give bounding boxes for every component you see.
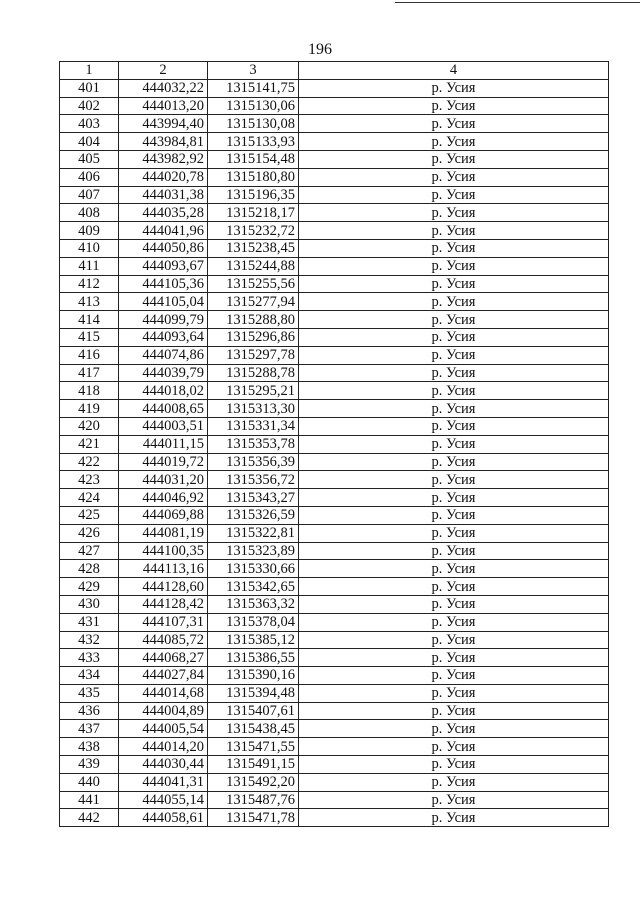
point-number-cell: 413 <box>60 293 119 311</box>
object-name-cell: р. Усия <box>299 150 609 168</box>
object-name-cell: р. Усия <box>299 738 609 756</box>
top-edge-line <box>395 2 640 3</box>
y-coordinate-cell: 1315238,45 <box>208 239 299 257</box>
x-coordinate-cell: 444013,20 <box>119 97 208 115</box>
y-coordinate-cell: 1315390,16 <box>208 667 299 685</box>
point-number-cell: 440 <box>60 773 119 791</box>
x-coordinate-cell: 444093,67 <box>119 257 208 275</box>
object-name-cell: р. Усия <box>299 791 609 809</box>
y-coordinate-cell: 1315296,86 <box>208 328 299 346</box>
x-coordinate-cell: 444105,36 <box>119 275 208 293</box>
table-row <box>60 684 609 702</box>
point-number-cell: 438 <box>60 738 119 756</box>
object-name-cell: р. Усия <box>299 667 609 685</box>
table-row <box>60 524 609 542</box>
x-coordinate-cell: 444031,20 <box>119 471 208 489</box>
table-row <box>60 649 609 667</box>
x-coordinate-cell: 444020,78 <box>119 168 208 186</box>
object-name-cell: р. Усия <box>299 346 609 364</box>
table-row <box>60 400 609 418</box>
object-name-cell: р. Усия <box>299 453 609 471</box>
y-coordinate-cell: 1315356,39 <box>208 453 299 471</box>
table-row <box>60 791 609 809</box>
point-number-cell: 428 <box>60 560 119 578</box>
point-number-cell: 429 <box>60 578 119 596</box>
point-number-cell: 439 <box>60 756 119 774</box>
object-name-cell: р. Усия <box>299 578 609 596</box>
x-coordinate-cell: 444003,51 <box>119 417 208 435</box>
x-coordinate-cell: 444035,28 <box>119 204 208 222</box>
x-coordinate-cell: 444069,88 <box>119 506 208 524</box>
y-coordinate-cell: 1315313,30 <box>208 400 299 418</box>
table-row <box>60 578 609 596</box>
y-coordinate-cell: 1315326,59 <box>208 506 299 524</box>
table-row <box>60 328 609 346</box>
table-row <box>60 560 609 578</box>
column-header: 2 <box>119 62 208 80</box>
y-coordinate-cell: 1315130,08 <box>208 115 299 133</box>
x-coordinate-cell: 444128,42 <box>119 595 208 613</box>
x-coordinate-cell: 444093,64 <box>119 328 208 346</box>
y-coordinate-cell: 1315288,78 <box>208 364 299 382</box>
table-row <box>60 702 609 720</box>
object-name-cell: р. Усия <box>299 756 609 774</box>
y-coordinate-cell: 1315385,12 <box>208 631 299 649</box>
table-row <box>60 133 609 151</box>
object-name-cell: р. Усия <box>299 168 609 186</box>
y-coordinate-cell: 1315487,76 <box>208 791 299 809</box>
table-row <box>60 364 609 382</box>
point-number-cell: 423 <box>60 471 119 489</box>
point-number-cell: 414 <box>60 311 119 329</box>
table-row <box>60 293 609 311</box>
point-number-cell: 417 <box>60 364 119 382</box>
table-row <box>60 186 609 204</box>
y-coordinate-cell: 1315471,78 <box>208 809 299 827</box>
x-coordinate-cell: 444004,89 <box>119 702 208 720</box>
y-coordinate-cell: 1315342,65 <box>208 578 299 596</box>
point-number-cell: 427 <box>60 542 119 560</box>
y-coordinate-cell: 1315244,88 <box>208 257 299 275</box>
point-number-cell: 404 <box>60 133 119 151</box>
x-coordinate-cell: 444027,84 <box>119 667 208 685</box>
table-row <box>60 204 609 222</box>
column-header: 1 <box>60 62 119 80</box>
point-number-cell: 430 <box>60 595 119 613</box>
y-coordinate-cell: 1315154,48 <box>208 150 299 168</box>
object-name-cell: р. Усия <box>299 275 609 293</box>
x-coordinate-cell: 444030,44 <box>119 756 208 774</box>
point-number-cell: 422 <box>60 453 119 471</box>
y-coordinate-cell: 1315356,72 <box>208 471 299 489</box>
table-row <box>60 453 609 471</box>
object-name-cell: р. Усия <box>299 649 609 667</box>
object-name-cell: р. Усия <box>299 97 609 115</box>
point-number-cell: 410 <box>60 239 119 257</box>
x-coordinate-cell: 444085,72 <box>119 631 208 649</box>
y-coordinate-cell: 1315407,61 <box>208 702 299 720</box>
y-coordinate-cell: 1315323,89 <box>208 542 299 560</box>
table-row <box>60 382 609 400</box>
table-row <box>60 542 609 560</box>
table-row <box>60 489 609 507</box>
y-coordinate-cell: 1315343,27 <box>208 489 299 507</box>
point-number-cell: 419 <box>60 400 119 418</box>
table-row <box>60 311 609 329</box>
y-coordinate-cell: 1315386,55 <box>208 649 299 667</box>
point-number-cell: 425 <box>60 506 119 524</box>
table-row <box>60 773 609 791</box>
x-coordinate-cell: 444107,31 <box>119 613 208 631</box>
table-row <box>60 222 609 240</box>
y-coordinate-cell: 1315218,17 <box>208 204 299 222</box>
object-name-cell: р. Усия <box>299 613 609 631</box>
y-coordinate-cell: 1315322,81 <box>208 524 299 542</box>
point-number-cell: 441 <box>60 791 119 809</box>
y-coordinate-cell: 1315330,66 <box>208 560 299 578</box>
table-row <box>60 275 609 293</box>
table-row <box>60 613 609 631</box>
table-row <box>60 257 609 275</box>
point-number-cell: 416 <box>60 346 119 364</box>
point-number-cell: 433 <box>60 649 119 667</box>
object-name-cell: р. Усия <box>299 293 609 311</box>
object-name-cell: р. Усия <box>299 417 609 435</box>
table-row <box>60 115 609 133</box>
point-number-cell: 409 <box>60 222 119 240</box>
table-row <box>60 631 609 649</box>
point-number-cell: 421 <box>60 435 119 453</box>
object-name-cell: р. Усия <box>299 524 609 542</box>
x-coordinate-cell: 443994,40 <box>119 115 208 133</box>
y-coordinate-cell: 1315353,78 <box>208 435 299 453</box>
y-coordinate-cell: 1315295,21 <box>208 382 299 400</box>
column-header: 3 <box>208 62 299 80</box>
object-name-cell: р. Усия <box>299 400 609 418</box>
x-coordinate-cell: 444128,60 <box>119 578 208 596</box>
point-number-cell: 442 <box>60 809 119 827</box>
x-coordinate-cell: 444018,02 <box>119 382 208 400</box>
table-row <box>60 720 609 738</box>
table-row <box>60 471 609 489</box>
point-number-cell: 432 <box>60 631 119 649</box>
point-number-cell: 401 <box>60 79 119 97</box>
y-coordinate-cell: 1315492,20 <box>208 773 299 791</box>
object-name-cell: р. Усия <box>299 595 609 613</box>
point-number-cell: 435 <box>60 684 119 702</box>
table-row <box>60 79 609 97</box>
x-coordinate-cell: 444058,61 <box>119 809 208 827</box>
y-coordinate-cell: 1315255,56 <box>208 275 299 293</box>
object-name-cell: р. Усия <box>299 809 609 827</box>
object-name-cell: р. Усия <box>299 133 609 151</box>
object-name-cell: р. Усия <box>299 435 609 453</box>
x-coordinate-cell: 444081,19 <box>119 524 208 542</box>
object-name-cell: р. Усия <box>299 222 609 240</box>
object-name-cell: р. Усия <box>299 115 609 133</box>
y-coordinate-cell: 1315363,32 <box>208 595 299 613</box>
x-coordinate-cell: 443984,81 <box>119 133 208 151</box>
x-coordinate-cell: 444019,72 <box>119 453 208 471</box>
object-name-cell: р. Усия <box>299 773 609 791</box>
y-coordinate-cell: 1315277,94 <box>208 293 299 311</box>
x-coordinate-cell: 444100,35 <box>119 542 208 560</box>
table-row <box>60 595 609 613</box>
object-name-cell: р. Усия <box>299 684 609 702</box>
object-name-cell: р. Усия <box>299 204 609 222</box>
object-name-cell: р. Усия <box>299 382 609 400</box>
point-number-cell: 403 <box>60 115 119 133</box>
point-number-cell: 436 <box>60 702 119 720</box>
table-row <box>60 756 609 774</box>
x-coordinate-cell: 444014,68 <box>119 684 208 702</box>
x-coordinate-cell: 444041,31 <box>119 773 208 791</box>
point-number-cell: 402 <box>60 97 119 115</box>
point-number-cell: 411 <box>60 257 119 275</box>
y-coordinate-cell: 1315133,93 <box>208 133 299 151</box>
y-coordinate-cell: 1315331,34 <box>208 417 299 435</box>
object-name-cell: р. Усия <box>299 311 609 329</box>
x-coordinate-cell: 444032,22 <box>119 79 208 97</box>
y-coordinate-cell: 1315141,75 <box>208 79 299 97</box>
x-coordinate-cell: 444113,16 <box>119 560 208 578</box>
table-row <box>60 168 609 186</box>
y-coordinate-cell: 1315297,78 <box>208 346 299 364</box>
object-name-cell: р. Усия <box>299 364 609 382</box>
y-coordinate-cell: 1315491,15 <box>208 756 299 774</box>
table-row <box>60 667 609 685</box>
point-number-cell: 407 <box>60 186 119 204</box>
x-coordinate-cell: 444041,96 <box>119 222 208 240</box>
point-number-cell: 434 <box>60 667 119 685</box>
table-row <box>60 506 609 524</box>
object-name-cell: р. Усия <box>299 506 609 524</box>
x-coordinate-cell: 444055,14 <box>119 791 208 809</box>
object-name-cell: р. Усия <box>299 239 609 257</box>
object-name-cell: р. Усия <box>299 542 609 560</box>
table-body <box>60 79 609 826</box>
point-number-cell: 405 <box>60 150 119 168</box>
x-coordinate-cell: 444068,27 <box>119 649 208 667</box>
point-number-cell: 415 <box>60 328 119 346</box>
point-number-cell: 420 <box>60 417 119 435</box>
object-name-cell: р. Усия <box>299 79 609 97</box>
x-coordinate-cell: 444005,54 <box>119 720 208 738</box>
point-number-cell: 431 <box>60 613 119 631</box>
table-row <box>60 239 609 257</box>
object-name-cell: р. Усия <box>299 328 609 346</box>
object-name-cell: р. Усия <box>299 489 609 507</box>
point-number-cell: 408 <box>60 204 119 222</box>
y-coordinate-cell: 1315288,80 <box>208 311 299 329</box>
object-name-cell: р. Усия <box>299 471 609 489</box>
y-coordinate-cell: 1315232,72 <box>208 222 299 240</box>
table-row <box>60 150 609 168</box>
table-row <box>60 738 609 756</box>
x-coordinate-cell: 444074,86 <box>119 346 208 364</box>
y-coordinate-cell: 1315471,55 <box>208 738 299 756</box>
table-row <box>60 346 609 364</box>
table-row <box>60 417 609 435</box>
x-coordinate-cell: 444105,04 <box>119 293 208 311</box>
y-coordinate-cell: 1315180,80 <box>208 168 299 186</box>
object-name-cell: р. Усия <box>299 631 609 649</box>
point-number-cell: 437 <box>60 720 119 738</box>
x-coordinate-cell: 444050,86 <box>119 239 208 257</box>
point-number-cell: 426 <box>60 524 119 542</box>
x-coordinate-cell: 444046,92 <box>119 489 208 507</box>
coordinates-table <box>59 61 609 827</box>
y-coordinate-cell: 1315378,04 <box>208 613 299 631</box>
x-coordinate-cell: 444031,38 <box>119 186 208 204</box>
point-number-cell: 412 <box>60 275 119 293</box>
x-coordinate-cell: 444039,79 <box>119 364 208 382</box>
x-coordinate-cell: 443982,92 <box>119 150 208 168</box>
point-number-cell: 406 <box>60 168 119 186</box>
point-number-cell: 418 <box>60 382 119 400</box>
page-number: 196 <box>308 41 332 58</box>
object-name-cell: р. Усия <box>299 186 609 204</box>
object-name-cell: р. Усия <box>299 702 609 720</box>
object-name-cell: р. Усия <box>299 720 609 738</box>
x-coordinate-cell: 444099,79 <box>119 311 208 329</box>
column-header: 4 <box>299 62 609 80</box>
table-row <box>60 97 609 115</box>
x-coordinate-cell: 444014,20 <box>119 738 208 756</box>
table-row <box>60 809 609 827</box>
y-coordinate-cell: 1315130,06 <box>208 97 299 115</box>
table-row <box>60 435 609 453</box>
y-coordinate-cell: 1315438,45 <box>208 720 299 738</box>
point-number-cell: 424 <box>60 489 119 507</box>
y-coordinate-cell: 1315196,35 <box>208 186 299 204</box>
y-coordinate-cell: 1315394,48 <box>208 684 299 702</box>
object-name-cell: р. Усия <box>299 560 609 578</box>
x-coordinate-cell: 444008,65 <box>119 400 208 418</box>
object-name-cell: р. Усия <box>299 257 609 275</box>
table-header-row <box>60 62 609 80</box>
x-coordinate-cell: 444011,15 <box>119 435 208 453</box>
